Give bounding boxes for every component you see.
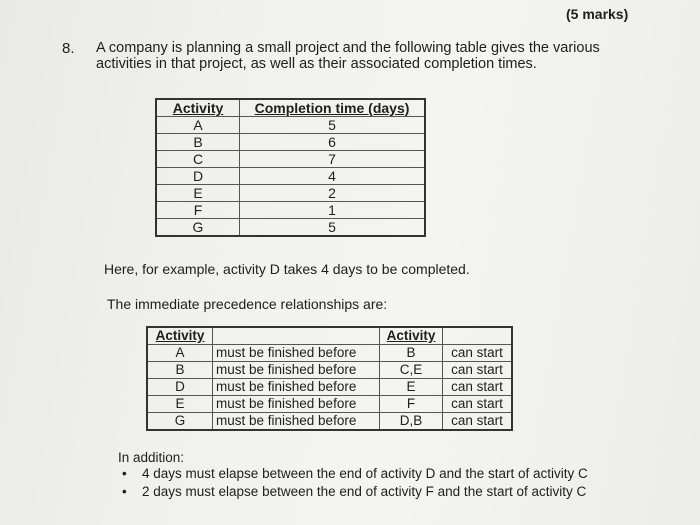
activity-cell: B — [147, 362, 213, 379]
table-row — [156, 134, 425, 151]
activity-cell: A — [156, 117, 240, 134]
bullet-text: 2 days must elapse between the end of activity F and the start of activity C — [142, 484, 587, 499]
activity-cell: D — [156, 168, 240, 185]
header-blank — [213, 327, 380, 345]
table-row — [156, 202, 425, 219]
table-row — [147, 379, 512, 396]
successor-cell: F — [380, 396, 443, 413]
start-cell: can start — [443, 362, 513, 379]
question-text-line-1: A company is planning a small project and the following table gives the various — [96, 40, 600, 56]
header-blank — [443, 327, 513, 345]
header-activity-right: Activity — [380, 327, 443, 345]
question-number: 8. — [62, 40, 75, 57]
table-header-row — [147, 327, 512, 345]
table-row — [156, 151, 425, 168]
time-cell: 5 — [240, 117, 426, 134]
bullet-text: 4 days must elapse between the end of activity D and the start of activity C — [142, 466, 588, 481]
time-cell: 1 — [240, 202, 426, 219]
successor-cell: D,B — [380, 413, 443, 431]
activity-cell: G — [147, 413, 213, 431]
table-row — [156, 219, 425, 237]
relation-cell: must be finished before — [213, 345, 380, 362]
activity-cell: F — [156, 202, 240, 219]
successor-cell: E — [380, 379, 443, 396]
precedence-intro: The immediate precedence relationships are: — [107, 296, 388, 312]
precedence-table — [146, 326, 513, 431]
table-row — [156, 168, 425, 185]
time-cell: 5 — [240, 219, 426, 237]
activity-cell: G — [156, 219, 240, 237]
header-completion-time: Completion time (days) — [240, 99, 426, 117]
table-row — [147, 345, 512, 362]
bullet-icon: • — [122, 484, 127, 499]
activity-cell: C — [156, 151, 240, 168]
table-row — [147, 362, 512, 379]
bullet-item — [122, 484, 642, 499]
activity-cell: E — [147, 396, 213, 413]
relation-cell: must be finished before — [213, 362, 380, 379]
completion-times-table — [155, 98, 426, 237]
start-cell: can start — [443, 396, 513, 413]
bullet-item — [122, 466, 642, 481]
relation-cell: must be finished before — [213, 413, 380, 431]
marks-label: (5 marks) — [566, 6, 629, 22]
successor-cell: B — [380, 345, 443, 362]
table-header-row — [156, 99, 425, 117]
time-cell: 6 — [240, 134, 426, 151]
bullet-icon: • — [122, 466, 127, 481]
addition-label: In addition: — [118, 450, 185, 465]
start-cell: can start — [443, 413, 513, 431]
relation-cell: must be finished before — [213, 396, 380, 413]
time-cell: 4 — [240, 168, 426, 185]
example-text: Here, for example, activity D takes 4 days to be completed. — [104, 261, 470, 277]
start-cell: can start — [443, 379, 513, 396]
activity-cell: D — [147, 379, 213, 396]
question-text-line-2: activities in that project, as well as their associated completion times. — [96, 56, 537, 72]
time-cell: 7 — [240, 151, 426, 168]
question-text — [96, 40, 656, 72]
successor-cell: C,E — [380, 362, 443, 379]
table-row — [147, 396, 512, 413]
activity-cell: E — [156, 185, 240, 202]
table-row — [147, 413, 512, 431]
header-activity-left: Activity — [147, 327, 213, 345]
start-cell: can start — [443, 345, 513, 362]
time-cell: 2 — [240, 185, 426, 202]
activity-cell: B — [156, 134, 240, 151]
table-row — [156, 117, 425, 134]
activity-cell: A — [147, 345, 213, 362]
table-row — [156, 185, 425, 202]
header-activity: Activity — [156, 99, 240, 117]
relation-cell: must be finished before — [213, 379, 380, 396]
